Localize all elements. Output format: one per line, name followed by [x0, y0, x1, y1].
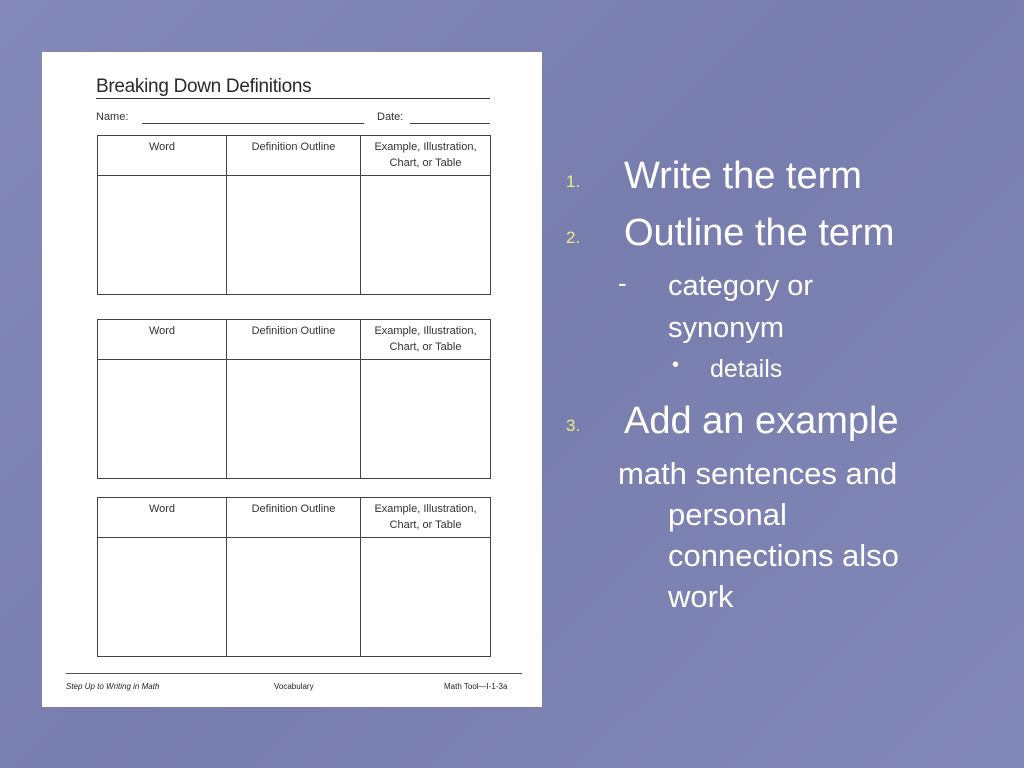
note-line-1: math sentences and [618, 456, 898, 491]
example-cell [361, 360, 491, 479]
subpoint-line-1: category or [668, 270, 814, 302]
definition-cell [227, 538, 361, 657]
step-text-1: Write the term [624, 155, 862, 197]
note-line-4: work [668, 579, 734, 614]
subpoint-line-2: synonym [668, 312, 785, 344]
footer-right: Math Tool—I-1-3a [444, 682, 508, 691]
note-line-2: personal [668, 497, 787, 532]
header-example: Example, Illustration, Chart, or Table [361, 136, 491, 176]
header-example: Example, Illustration, Chart, or Table [361, 498, 491, 538]
step-text-2: Outline the term [624, 212, 895, 254]
example-cell [361, 538, 491, 657]
worksheet-title: Breaking Down Definitions [96, 76, 312, 97]
date-blank [410, 123, 490, 124]
definition-cell [227, 176, 361, 295]
word-cell [98, 176, 227, 295]
footer-left: Step Up to Writing in Math [66, 682, 160, 691]
definition-table-1 [97, 135, 491, 295]
example-cell [361, 176, 491, 295]
bullet-icon: • [672, 354, 680, 376]
definition-cell [227, 360, 361, 479]
step-number-3: 3. [566, 416, 581, 435]
step-number-2: 2. [566, 228, 581, 247]
name-label: Name: [96, 111, 129, 123]
header-definition-outline: Definition Outline [227, 498, 361, 538]
dash-marker: - [618, 268, 627, 298]
definition-table-3 [97, 497, 491, 657]
header-word: Word [98, 320, 227, 360]
word-cell [98, 360, 227, 479]
header-word: Word [98, 136, 227, 176]
name-blank [142, 123, 364, 124]
step-number-1: 1. [566, 172, 581, 191]
footer-center: Vocabulary [274, 682, 314, 691]
step-text-3: Add an example [624, 400, 899, 442]
title-rule [96, 98, 490, 99]
footer-rule [66, 673, 522, 674]
header-definition-outline: Definition Outline [227, 320, 361, 360]
worksheet-image [42, 52, 542, 707]
note-line-3: connections also [668, 538, 899, 573]
word-cell [98, 538, 227, 657]
header-word: Word [98, 498, 227, 538]
header-definition-outline: Definition Outline [227, 136, 361, 176]
header-example: Example, Illustration, Chart, or Table [361, 320, 491, 360]
detail-text: details [710, 355, 783, 383]
date-label: Date: [377, 111, 404, 123]
definition-table-2 [97, 319, 491, 479]
